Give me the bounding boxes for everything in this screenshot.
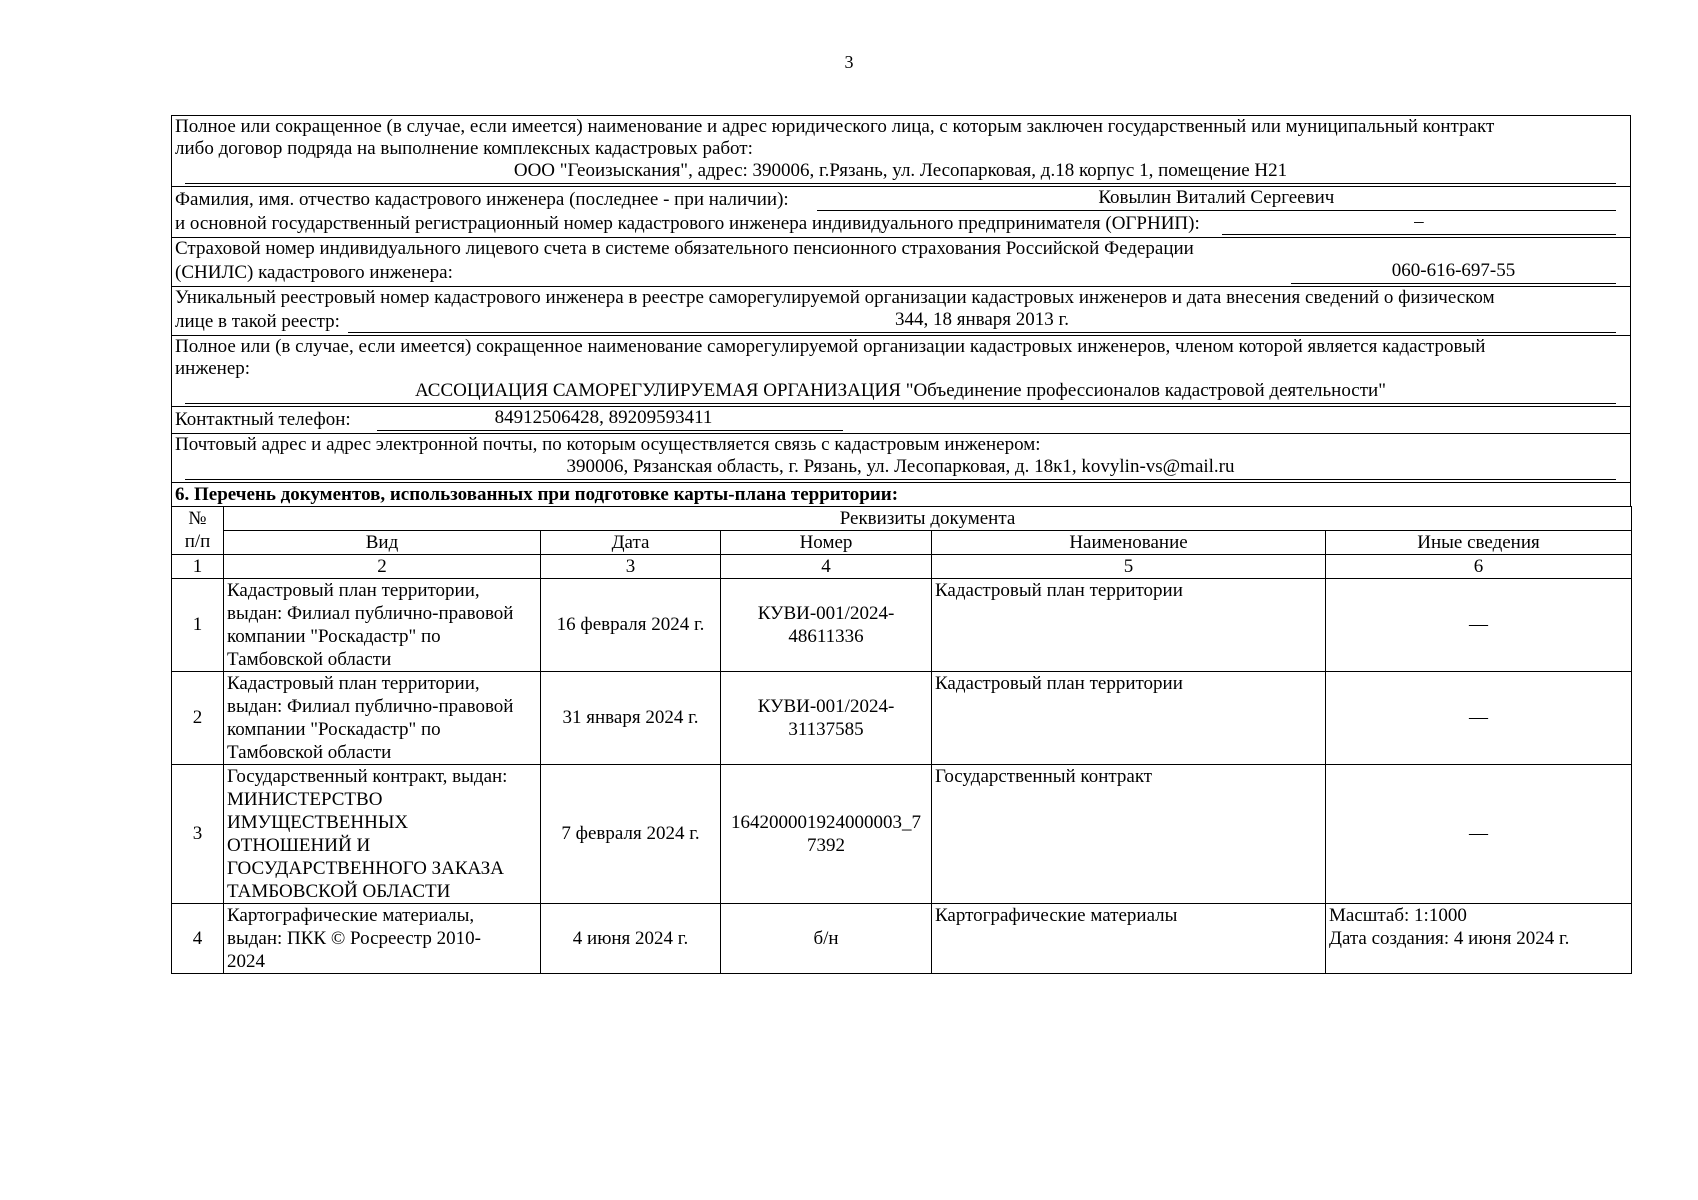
kind-cell bbox=[224, 764, 541, 903]
sro-section bbox=[172, 336, 1630, 407]
kind-cell-line: ГОСУДАРСТВЕННОГО ЗАКАЗА bbox=[227, 857, 505, 879]
kind-cell-line: Картографические материалы, bbox=[227, 904, 475, 926]
engineer-section bbox=[172, 187, 1630, 238]
ogrnip-label: и основной государственный регистрационный номер кадастрового инженера индивидуального предпринимателя (ОГРНИП): bbox=[175, 213, 1200, 234]
snils-label-line1: Страховой номер индивидуального лицевого счета в системе обязательного пенсионного страхования Российской Федерации bbox=[175, 238, 1194, 259]
num-header bbox=[172, 506, 224, 554]
name-cell: Картографические материалы bbox=[932, 903, 1326, 973]
snils-label-line2: (СНИЛС) кадастрового инженера: bbox=[175, 262, 453, 283]
phone-section bbox=[172, 407, 1630, 434]
registry-label-line2: лице в такой реестр: bbox=[175, 311, 340, 332]
number-cell-line: 7392 bbox=[807, 834, 845, 856]
sro-value: АССОЦИАЦИЯ САМОРЕГУЛИРУЕМАЯ ОРГАНИЗАЦИЯ "Объединение профессионалов кадастровой деятельности" bbox=[185, 380, 1616, 404]
kind-cell-line: МИНИСТЕРСТВО bbox=[227, 788, 383, 810]
other-cell-line: — bbox=[1469, 707, 1488, 728]
registry-value: 344, 18 января 2013 г. bbox=[348, 309, 1616, 333]
other-cell-line: — bbox=[1469, 823, 1488, 844]
kind-cell-line: ИМУЩЕСТВЕННЫХ bbox=[227, 811, 409, 833]
other-cell-line: — bbox=[1469, 614, 1488, 635]
column-numbers-row bbox=[172, 554, 1632, 578]
row-number-cell: 1 bbox=[172, 578, 224, 671]
column-header: Вид bbox=[224, 530, 541, 554]
name-cell: Кадастровый план территории bbox=[932, 578, 1326, 671]
phone-value: 84912506428, 89209593411 bbox=[377, 407, 843, 431]
date-cell: 16 февраля 2024 г. bbox=[541, 578, 721, 671]
other-cell bbox=[1326, 764, 1632, 903]
number-cell bbox=[721, 671, 932, 764]
kind-cell-line: Кадастровый план территории, bbox=[227, 672, 480, 694]
contractor-value: ООО "Геоизыскания", адрес: 390006, г.Рязань, ул. Лесопарковая, д.18 корпус 1, помещение Н21 bbox=[185, 160, 1616, 184]
table-row bbox=[172, 671, 1632, 764]
kind-cell-line: Государственный контракт, выдан: bbox=[227, 765, 508, 787]
registry-section bbox=[172, 287, 1630, 336]
kind-cell-line: ОТНОШЕНИЙ И bbox=[227, 834, 371, 856]
other-cell bbox=[1326, 903, 1632, 973]
contractor-label-line2: либо договор подряда на выполнение комплексных кадастровых работ: bbox=[175, 138, 753, 159]
engineer-name-row bbox=[175, 187, 1616, 211]
row-number-cell: 2 bbox=[172, 671, 224, 764]
number-cell-line: 31137585 bbox=[788, 718, 864, 740]
other-cell-line: Масштаб: 1:1000 bbox=[1329, 904, 1467, 926]
num-header-line1: № bbox=[188, 508, 207, 529]
engineer-info-block bbox=[171, 115, 1631, 507]
engineer-name-label: Фамилия, имя. отчество кадастрового инженера (последнее - при наличии): bbox=[175, 189, 789, 210]
snils-section bbox=[172, 238, 1630, 287]
ogrnip-value: – bbox=[1222, 211, 1616, 235]
phone-label: Контактный телефон: bbox=[175, 409, 351, 430]
kind-cell-line: Тамбовской области bbox=[227, 648, 392, 670]
address-value: 390006, Рязанская область, г. Рязань, ул. Лесопарковая, д. 18к1, kovylin-vs@mail.ru bbox=[185, 456, 1616, 480]
column-number: 1 bbox=[172, 554, 224, 578]
other-cell bbox=[1326, 671, 1632, 764]
name-cell: Кадастровый план территории bbox=[932, 671, 1326, 764]
documents-table bbox=[171, 506, 1632, 974]
sro-label-line1: Полное или (в случае, если имеется) сокращенное наименование саморегулируемой организации кадастровых инженеров, членом которой является кадастровый bbox=[175, 336, 1486, 357]
kind-cell bbox=[224, 903, 541, 973]
column-number: 5 bbox=[932, 554, 1326, 578]
sro-label-line2: инженер: bbox=[175, 358, 251, 379]
registry-row bbox=[175, 309, 1616, 333]
table-row bbox=[172, 764, 1632, 903]
contractor-section bbox=[172, 116, 1630, 187]
num-header-line2: п/п bbox=[184, 531, 211, 552]
column-headers-row bbox=[172, 530, 1632, 554]
row-number-cell: 4 bbox=[172, 903, 224, 973]
group-header: Реквизиты документа bbox=[224, 506, 1632, 530]
column-header: Дата bbox=[541, 530, 721, 554]
registry-label-line1: Уникальный реестровый номер кадастрового инженера в реестре саморегулируемой организации кадастровых инженеров и дата внесения сведений о физическом bbox=[175, 287, 1495, 308]
kind-cell-line: выдан: Филиал публично-правовой bbox=[227, 602, 514, 624]
engineer-name-value: Ковылин Виталий Сергеевич bbox=[817, 187, 1616, 211]
number-cell-line: КУВИ-001/2024- bbox=[757, 602, 895, 624]
kind-cell-line: выдан: ПКК © Росреестр 2010- bbox=[227, 927, 481, 949]
column-number: 6 bbox=[1326, 554, 1632, 578]
number-cell bbox=[721, 903, 932, 973]
column-number: 4 bbox=[721, 554, 932, 578]
kind-cell-line: Тамбовской области bbox=[227, 741, 392, 763]
column-header: Иные сведения bbox=[1326, 530, 1632, 554]
number-cell-line: 48611336 bbox=[788, 625, 864, 647]
kind-cell-line: компании "Роскадастр" по bbox=[227, 625, 441, 647]
table-row bbox=[172, 578, 1632, 671]
snils-row bbox=[175, 260, 1616, 284]
table-row bbox=[172, 903, 1632, 973]
number-cell-line: КУВИ-001/2024- bbox=[757, 695, 895, 717]
ogrnip-row bbox=[175, 211, 1616, 235]
number-cell-line: 164200001924000003_7 bbox=[731, 811, 921, 833]
kind-cell-line: 2024 bbox=[227, 950, 265, 972]
kind-cell-line: Кадастровый план территории, bbox=[227, 579, 480, 601]
document-body bbox=[171, 115, 1631, 974]
address-section bbox=[172, 434, 1630, 483]
number-cell-line: б/н bbox=[813, 927, 839, 949]
page-number: 3 bbox=[844, 52, 854, 72]
kind-cell-line: выдан: Филиал публично-правовой bbox=[227, 695, 514, 717]
contractor-label-line1: Полное или сокращенное (в случае, если имеется) наименование и адрес юридического лица, с которым заключен государственный или муниципальный контракт bbox=[175, 116, 1495, 137]
phone-row bbox=[175, 407, 1616, 431]
column-header: Наименование bbox=[932, 530, 1326, 554]
row-number-cell: 3 bbox=[172, 764, 224, 903]
address-label: Почтовый адрес и адрес электронной почты, по которым осуществляется связь с кадастровым инженером: bbox=[175, 434, 1041, 455]
date-cell: 31 января 2024 г. bbox=[541, 671, 721, 764]
kind-cell-line: компании "Роскадастр" по bbox=[227, 718, 441, 740]
snils-value: 060-616-697-55 bbox=[1291, 260, 1616, 284]
column-number: 3 bbox=[541, 554, 721, 578]
kind-cell-line: ТАМБОВСКОЙ ОБЛАСТИ bbox=[227, 880, 451, 902]
column-header: Номер bbox=[721, 530, 932, 554]
date-cell: 4 июня 2024 г. bbox=[541, 903, 721, 973]
number-cell bbox=[721, 764, 932, 903]
number-cell bbox=[721, 578, 932, 671]
date-cell: 7 февраля 2024 г. bbox=[541, 764, 721, 903]
kind-cell bbox=[224, 671, 541, 764]
table-header-row bbox=[172, 506, 1632, 530]
other-cell bbox=[1326, 578, 1632, 671]
kind-cell bbox=[224, 578, 541, 671]
other-cell-line: Дата создания: 4 июня 2024 г. bbox=[1329, 927, 1570, 949]
name-cell: Государственный контракт bbox=[932, 764, 1326, 903]
column-number: 2 bbox=[224, 554, 541, 578]
documents-heading: 6. Перечень документов, использованных при подготовке карты-плана территории: bbox=[175, 484, 899, 505]
